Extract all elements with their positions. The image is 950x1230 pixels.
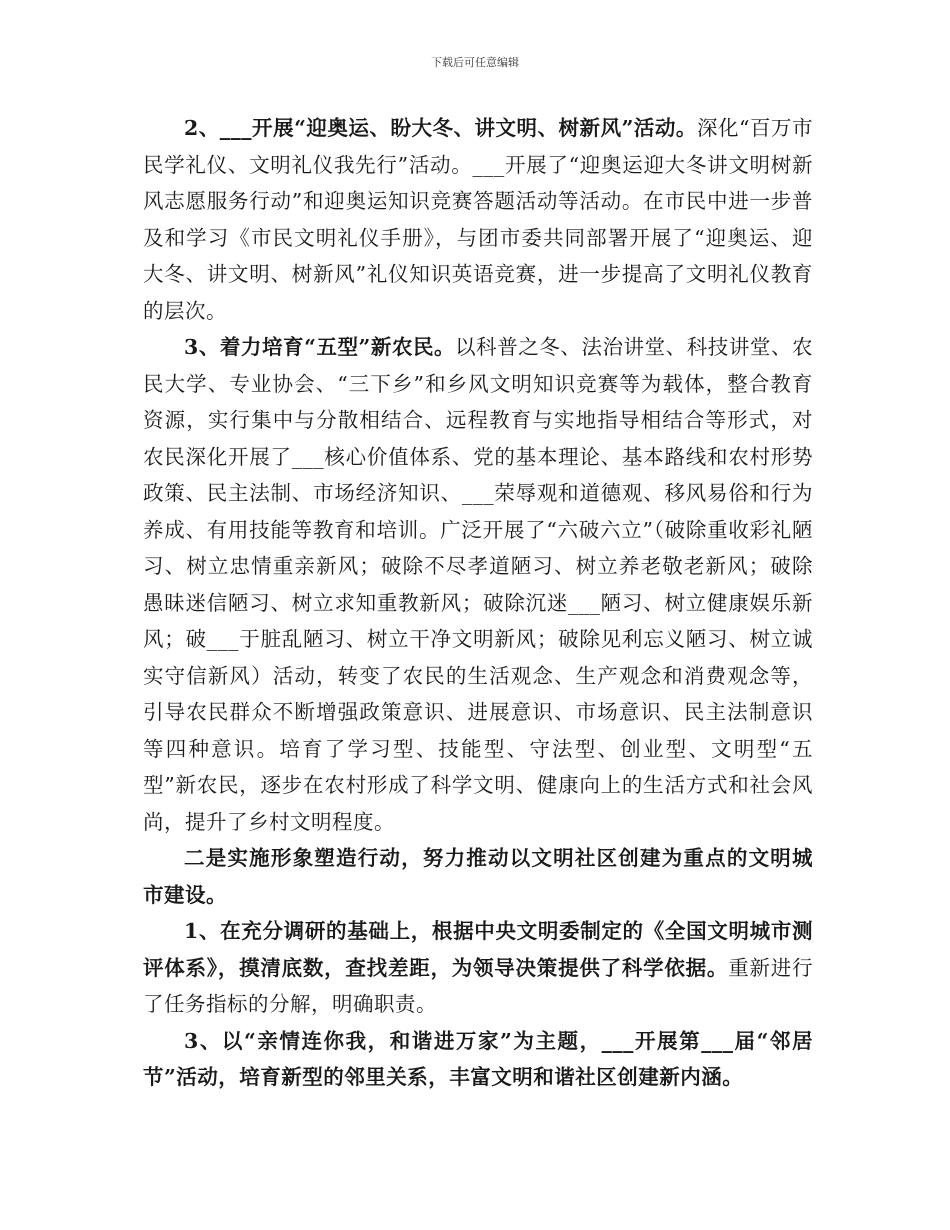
paragraph-1: [143, 110, 813, 329]
document-body: [143, 110, 813, 1096]
paragraph-2: [143, 329, 813, 840]
paragraph-1-text: 深化“百万市民学礼仪、文明礼仪我先行”活动。___开展了“迎奥运迎大冬讲文明树新风志愿服务行动”和迎奥运知识竞赛答题活动等活动。在市民中进一步普及和学习《市民文明礼仪手册》，与团市委共同部署开展了“迎奥运、迎大冬、讲文明、树新风”礼仪知识英语竞赛，进一步提高了文明礼仪教育的层次。: [143, 116, 813, 323]
paragraph-3: [143, 840, 813, 913]
paragraph-3-heading: 二是实施形象塑造行动，努力推动以文明社区创建为重点的文明城市建设。: [143, 846, 813, 907]
paragraph-4: [143, 913, 813, 1023]
paragraph-5-heading: 3、以“亲情连你我，和谐进万家”为主题，___开展第___届“邻居节”活动，培育新型的邻里关系，丰富文明和谐社区创建新内涵。: [143, 1028, 813, 1089]
paragraph-4-heading: 1、在充分调研的基础上，根据中央文明委制定的《全国文明城市测评体系》，摸清底数，查找差距，为领导决策提供了科学依据。: [143, 919, 813, 980]
paragraph-2-text: 以科普之冬、法治讲堂、科技讲堂、农民大学、专业协会、“三下乡”和乡风文明知识竞赛等为载体，整合教育资源，实行集中与分散相结合、远程教育与实地指导相结合等形式，对农民深化开展了___核心价值体系、党的基本理论、基本路线和农村形势政策、民主法制、市场经济知识、___荣辱观和道德观、移风易俗和行为养成、有用技能等教育和培训。广泛开展了“六破六立”（破除重收彩礼陋习、树立忠情重亲新风；破除不尽孝道陋习、树立养老敬老新风；破除愚昧迷信陋习、树立求知重教新风；破除沉迷___陋习、树立健康娱乐新风；破___于脏乱陋习、树立干净文明新风；破除见利忘义陋习、树立诚实守信新风）活动，转变了农民的生活观念、生产观念和消费观念等，引导农民群众不断增强政策意识、进展意识、市场意识、民主法制意识等四种意识。培育了学习型、技能型、守法型、创业型、文明型“五型”新农民，逐步在农村形成了科学文明、健康向上的生活方式和社会风尚，提升了乡村文明程度。: [143, 335, 813, 834]
page-header: 下载后可任意编辑: [431, 56, 519, 69]
paragraph-5: [143, 1023, 813, 1096]
paragraph-4-text: 重新进行了任务指标的分解，明确职责。: [143, 955, 814, 1016]
paragraph-1-heading: 2、___开展“迎奥运、盼大冬、讲文明、树新风”活动。: [184, 116, 697, 140]
paragraph-2-heading: 3、着力培育“五型”新农民。: [184, 335, 456, 359]
